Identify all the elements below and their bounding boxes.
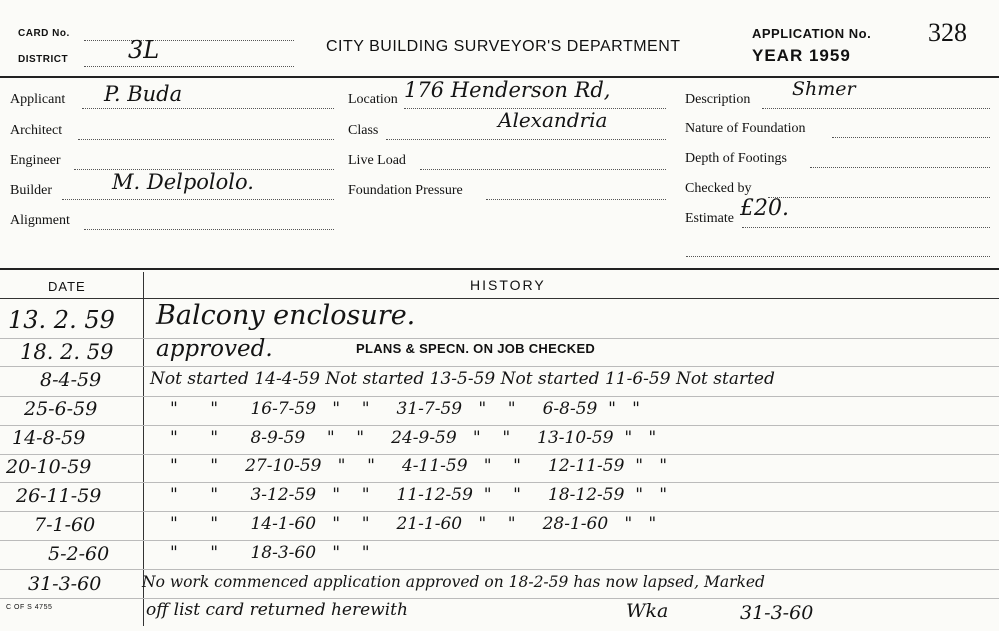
builder-label: Builder	[10, 183, 52, 198]
form-code: C OF S 4755	[6, 604, 53, 611]
history-row-text: " " 8-9-59 " " 24-9-59 " " 13-10-59 " "	[170, 428, 657, 448]
extra-line	[686, 256, 990, 257]
year-label: YEAR 1959	[752, 46, 851, 65]
description-label: Description	[685, 92, 751, 107]
depth-footings-label: Depth of Footings	[685, 151, 787, 166]
nature-foundation-line	[832, 137, 990, 138]
live-load-label: Live Load	[348, 153, 406, 168]
history-row-text: " " 3-12-59 " " 11-12-59 " " 18-12-59 " "	[170, 485, 668, 505]
history-row-text: Balcony enclosure.	[156, 300, 416, 331]
district-value: 3L	[128, 36, 160, 64]
applicant-value: P. Buda	[104, 82, 183, 106]
row-divider	[0, 598, 999, 599]
description-line	[762, 108, 990, 109]
row-divider	[0, 366, 999, 367]
history-row-date: 13. 2. 59	[8, 306, 115, 334]
row-divider	[0, 338, 999, 339]
row-divider	[0, 482, 999, 483]
history-row-text: " " 18-3-60 " "	[170, 543, 370, 563]
history-row-date: 14-8-59	[12, 427, 86, 449]
architect-label: Architect	[10, 123, 63, 138]
location-label: Location	[348, 92, 398, 107]
estimate-label: Estimate	[685, 211, 734, 226]
row-divider	[0, 425, 999, 426]
class-line	[386, 139, 666, 140]
history-header: HISTORY	[470, 277, 546, 293]
history-row-date: 18. 2. 59	[20, 340, 114, 364]
alignment-label: Alignment	[10, 213, 70, 228]
district-label: DISTRICT	[18, 54, 69, 65]
builder-value: M. Delpololo.	[112, 170, 254, 194]
row-divider	[0, 540, 999, 541]
signature: Wka	[626, 600, 669, 622]
card-no-label: CARD No.	[18, 28, 70, 39]
location-value: 176 Henderson Rd,	[404, 78, 611, 102]
history-last-line: off list card returned herewith	[146, 600, 408, 620]
description-value: Shmer	[792, 78, 856, 100]
date-header: DATE	[48, 279, 86, 294]
estimate-line	[742, 227, 990, 228]
plans-checked-stamp: PLANS & SPECN. ON JOB CHECKED	[356, 341, 596, 356]
row-divider	[0, 454, 999, 455]
foundation-pressure-label: Foundation Pressure	[348, 183, 463, 198]
alignment-line	[84, 229, 334, 230]
live-load-line	[420, 169, 666, 170]
department-title: CITY BUILDING SURVEYOR'S DEPARTMENT	[326, 38, 681, 55]
row-divider	[0, 396, 999, 397]
checked-by-line	[768, 197, 990, 198]
architect-line	[78, 139, 334, 140]
applicant-line	[82, 108, 334, 109]
history-row-text: Not started 14-4-59 Not started 13-5-59 Not started 11-6-59 Not started	[150, 369, 775, 389]
class-value: Alexandria	[498, 108, 608, 132]
history-row-text: approved.	[156, 336, 273, 362]
nature-foundation-label: Nature of Foundation	[685, 121, 806, 136]
history-row-date: 8-4-59	[40, 369, 102, 391]
district-line	[84, 66, 294, 67]
estimate-value: £20.	[740, 196, 789, 221]
application-label: APPLICATION No.	[752, 26, 872, 41]
history-header-divider	[0, 298, 999, 299]
row-divider	[0, 511, 999, 512]
engineer-label: Engineer	[10, 153, 61, 168]
history-row-date: 20-10-59	[6, 456, 92, 478]
history-row-date: 7-1-60	[34, 514, 96, 536]
application-number: 328	[928, 18, 967, 47]
history-row-date: 5-2-60	[48, 543, 110, 565]
history-row-text: No work commenced application approved on 18-2-59 has now lapsed, Marked	[142, 573, 765, 591]
history-row-date: 26-11-59	[16, 485, 102, 507]
card-no-line	[84, 40, 294, 41]
depth-footings-line	[810, 167, 990, 168]
history-row-date: 25-6-59	[24, 398, 98, 420]
foundation-pressure-line	[486, 199, 666, 200]
checked-by-label: Checked by	[685, 181, 752, 196]
applicant-label: Applicant	[10, 92, 66, 107]
signature-date: 31-3-60	[740, 602, 814, 624]
class-label: Class	[348, 123, 379, 138]
history-row-text: " " 16-7-59 " " 31-7-59 " " 6-8-59 " "	[170, 399, 640, 419]
history-row-text: " " 14-1-60 " " 21-1-60 " " 28-1-60 " "	[170, 514, 657, 534]
history-row-text: " " 27-10-59 " " 4-11-59 " " 12-11-59 " "	[170, 456, 668, 476]
row-divider	[0, 569, 999, 570]
history-top-divider	[0, 268, 999, 270]
builder-line	[62, 199, 334, 200]
history-row-date: 31-3-60	[28, 573, 102, 595]
